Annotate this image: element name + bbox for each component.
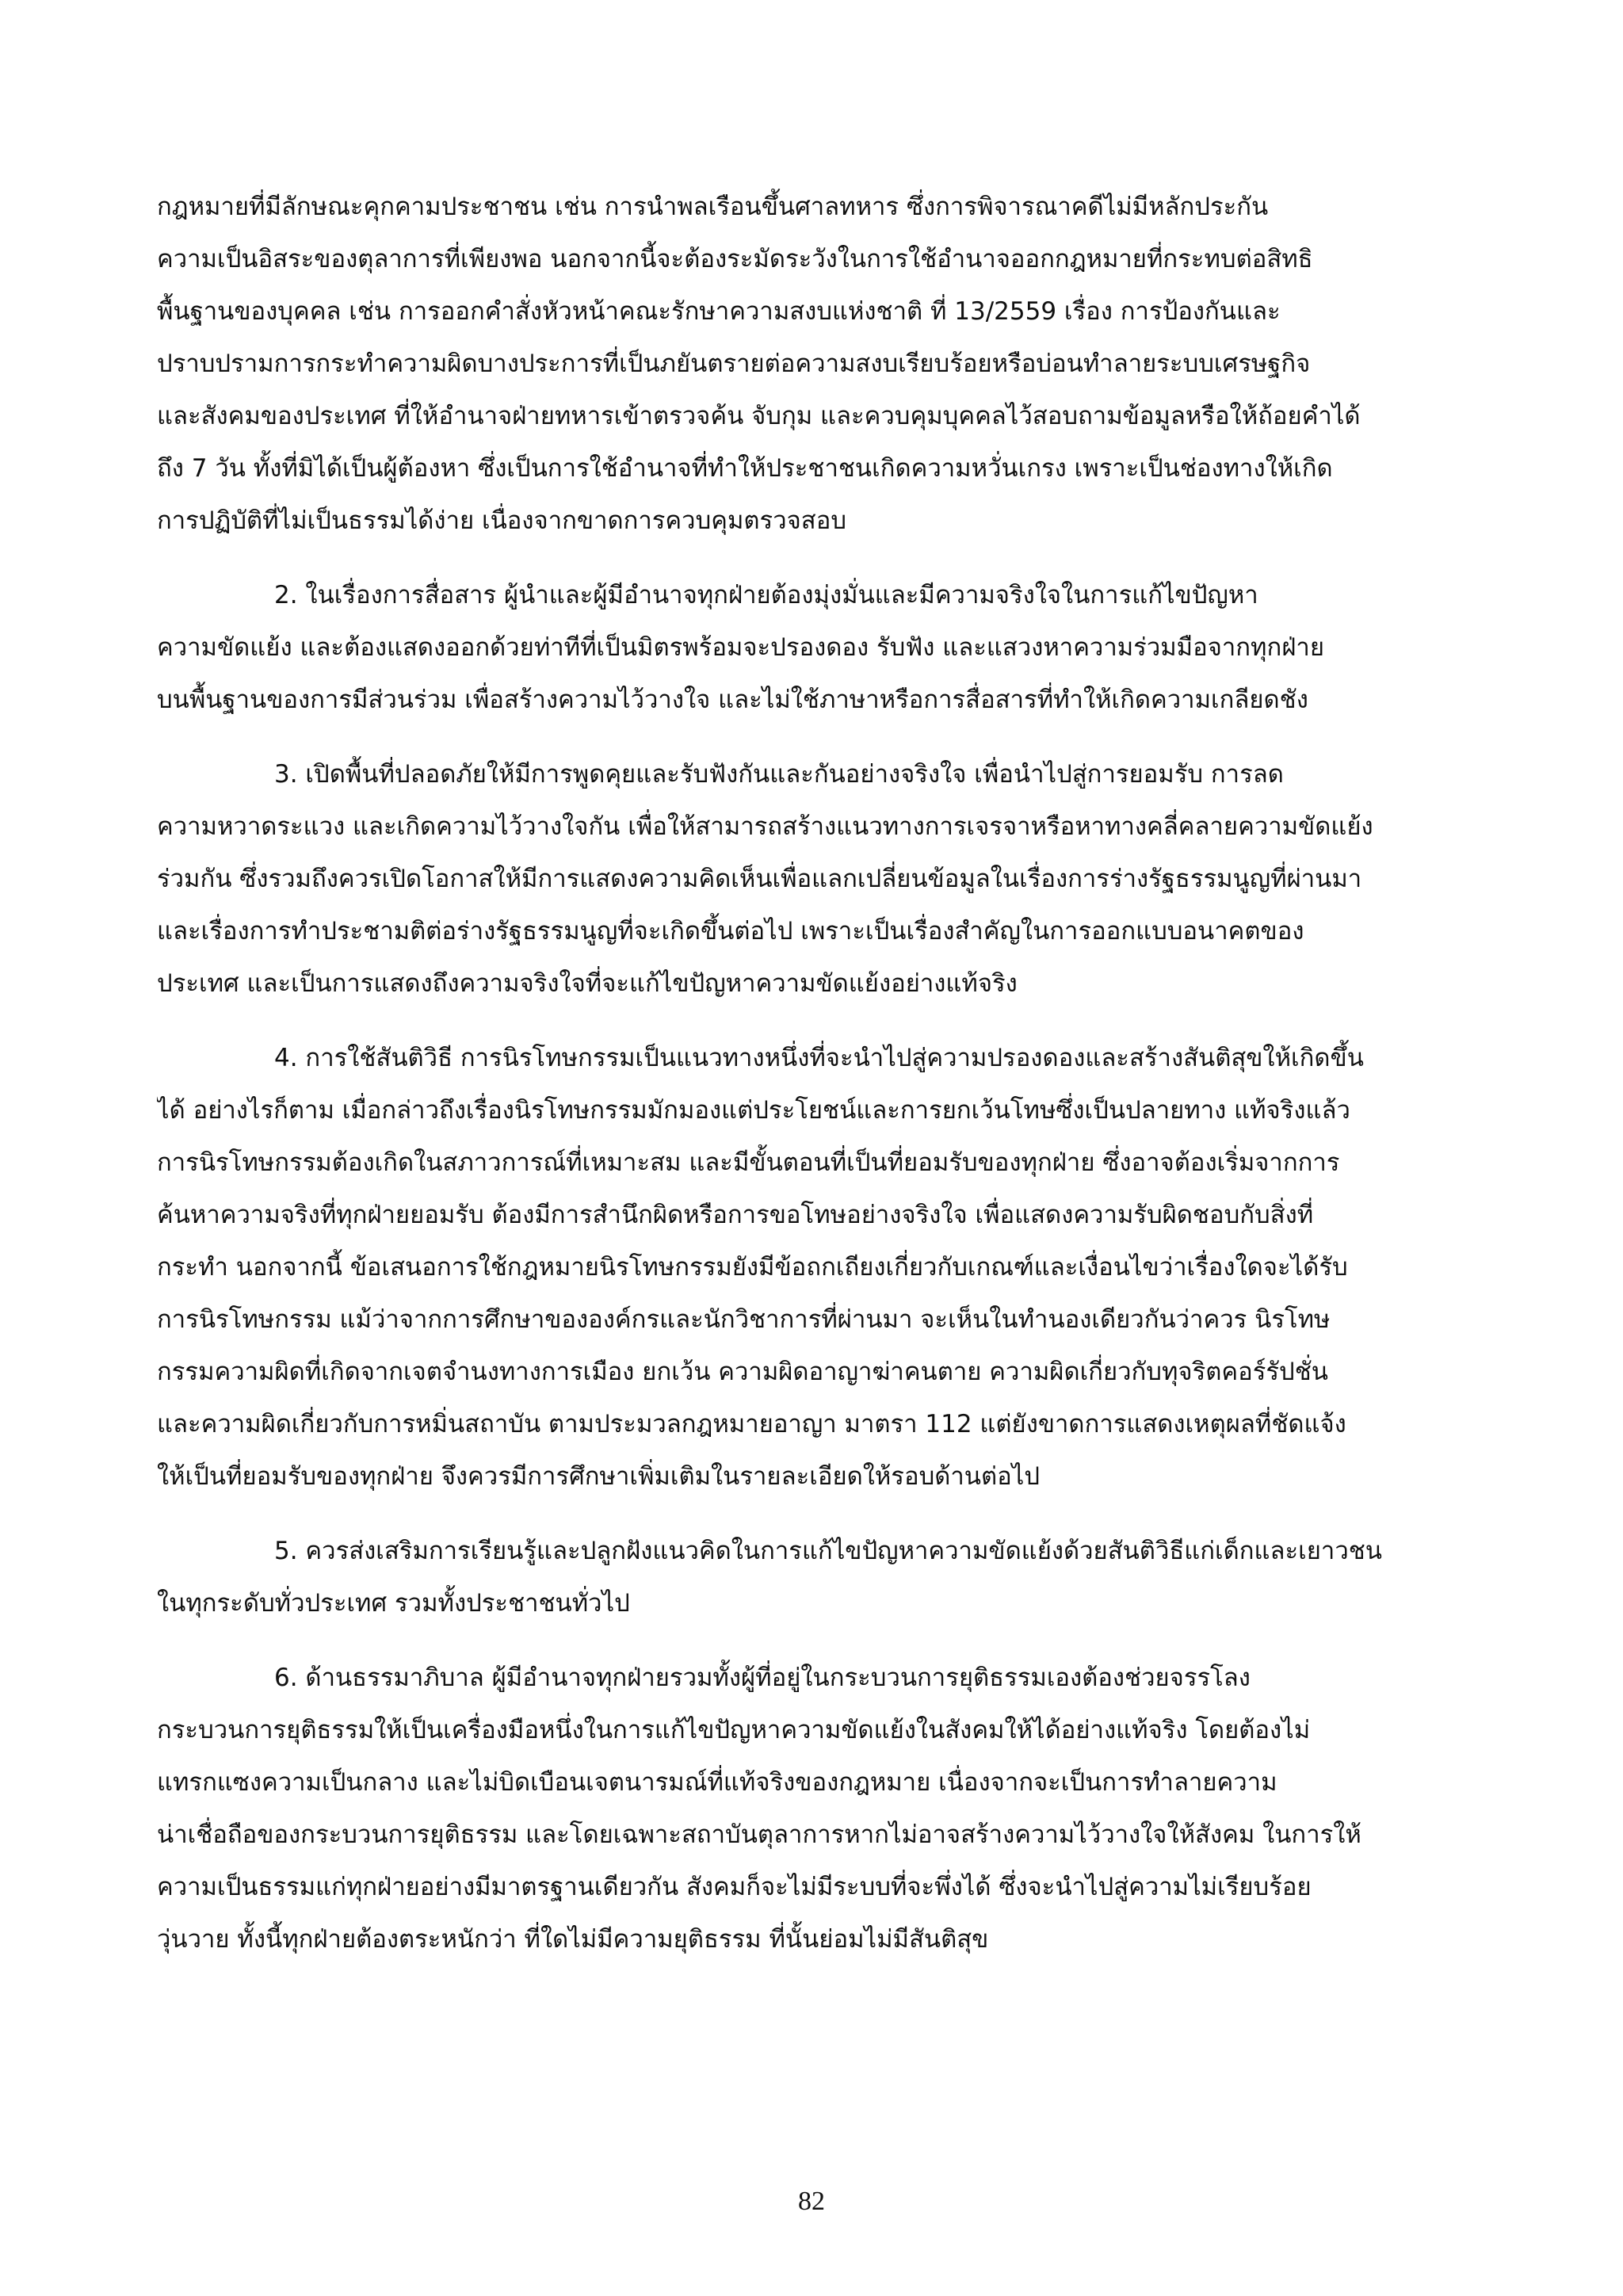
text-line: ความเป็นธรรมแก่ทุกฝ่ายอย่างมีมาตรฐานเดียวกัน สังคมก็จะไม่มีระบบที่จะพึ่งได้ ซึ่งจะนำไปสู่ความไม่เรียบร้อย bbox=[157, 1873, 1312, 1901]
paragraph-4-first-line: 4. การใช้สันติวิธี การนิรโทษกรรมเป็นแนวทางหนึ่งที่จะนำไปสู่ความปรองดองและสร้างสันติสุขให้เกิดขึ้น bbox=[274, 1044, 1364, 1072]
document-body bbox=[157, 181, 1466, 1966]
paragraph-3-first-line: 3. เปิดพื้นที่ปลอดภัยให้มีการพูดคุยและรับฟังกันและกันอย่างจริงใจ เพื่อนำไปสู่การยอมรับ การลด bbox=[274, 760, 1284, 789]
text-line: และความผิดเกี่ยวกับการหมิ่นสถาบัน ตามประมวลกฎหมายอาญา มาตรา 112 แต่ยังขาดการแสดงเหตุผลที่ชัดแจ้ง bbox=[157, 1410, 1346, 1438]
text-line: และสังคมของประเทศ ที่ให้อำนาจฝ่ายทหารเข้าตรวจค้น จับกุม และควบคุมบุคคลไว้สอบถามข้อมูลหรือให้ถ้อยคำได้ bbox=[157, 402, 1361, 430]
text-line: ประเทศ และเป็นการแสดงถึงความจริงใจที่จะแก้ไขปัญหาความขัดแย้งอย่างแท้จริง bbox=[157, 969, 1018, 998]
text-line: ได้ อย่างไรก็ตาม เมื่อกล่าวถึงเรื่องนิรโทษกรรมมักมองแต่ประโยชน์และการยกเว้นโทษซึ่งเป็นปลายทาง แท้จริงแล้ว bbox=[157, 1096, 1350, 1125]
text-line: กฎหมายที่มีลักษณะคุกคามประชาชน เช่น การนำพลเรือนขึ้นศาลทหาร ซึ่งการพิจารณาคดีไม่มีหลักประกัน bbox=[157, 193, 1269, 221]
paragraph-gap bbox=[157, 547, 1466, 569]
text-line: การนิรโทษกรรม แม้ว่าจากการศึกษาขององค์กรและนักวิชาการที่ผ่านมา จะเห็นในทำนองเดียวกันว่าควร นิรโทษ bbox=[157, 1305, 1331, 1334]
text-line: บนพื้นฐานของการมีส่วนร่วม เพื่อสร้างความไว้วางใจ และไม่ใช้ภาษาหรือการสื่อสารที่ทำให้เกิดความเกลียดชัง bbox=[157, 686, 1308, 714]
paragraph-2-first-line: 2. ในเรื่องการสื่อสาร ผู้นำและผู้มีอำนาจทุกฝ่ายต้องมุ่งมั่นและมีความจริงใจในการแก้ไขปัญหา bbox=[274, 581, 1258, 609]
text-line: พื้นฐานของบุคคล เช่น การออกคำสั่งหัวหน้าคณะรักษาความสงบแห่งชาติ ที่ 13/2559 เรื่อง การป้องกันและ bbox=[157, 297, 1281, 326]
text-line: วุ่นวาย ทั้งนี้ทุกฝ่ายต้องตระหนักว่า ที่ใดไม่มีความยุติธรรม ที่นั้นย่อมไม่มีสันติสุข bbox=[157, 1925, 989, 1954]
text-line: ความขัดแย้ง และต้องแสดงออกด้วยท่าทีที่เป็นมิตรพร้อมจะปรองดอง รับฟัง และแสวงหาความร่วมมือจากทุกฝ่าย bbox=[157, 633, 1324, 662]
text-line: ค้นหาความจริงที่ทุกฝ่ายยอมรับ ต้องมีการสำนึกผิดหรือการขอโทษอย่างจริงใจ เพื่อแสดงความรับผิดชอบกับสิ่งที่ bbox=[157, 1201, 1314, 1229]
text-line: ให้เป็นที่ยอมรับของทุกฝ่าย จึงควรมีการศึกษาเพิ่มเติมในรายละเอียดให้รอบด้านต่อไป bbox=[157, 1462, 1041, 1491]
text-line: กระบวนการยุติธรรมให้เป็นเครื่องมือหนึ่งในการแก้ไขปัญหาความขัดแย้งในสังคมให้ได้อย่างแท้จริง โดยต้องไม่ bbox=[157, 1716, 1311, 1744]
text-line: กรรมความผิดที่เกิดจากเจตจำนงทางการเมือง ยกเว้น ความผิดอาญาฆ่าคนตาย ความผิดเกี่ยวกับทุจริตคอร์รัปชั่น bbox=[157, 1358, 1328, 1386]
text-line: ความหวาดระแวง และเกิดความไว้วางใจกัน เพื่อให้สามารถสร้างแนวทางการเจรจาหรือหาทางคลี่คลายความขัดแย้ง bbox=[157, 812, 1373, 841]
text-line: ถึง 7 วัน ทั้งที่มิได้เป็นผู้ต้องหา ซึ่งเป็นการใช้อำนาจที่ทำให้ประชาชนเกิดความหวั่นเกรง เพราะเป็นช่องทางให้เกิด bbox=[157, 454, 1333, 483]
text-line: กระทำ นอกจากนี้ ข้อเสนอการใช้กฎหมายนิรโทษกรรมยังมีข้อถกเถียงเกี่ยวกับเกณฑ์และเงื่อนไขว่าเรื่องใดจะได้รับ bbox=[157, 1253, 1348, 1282]
text-line: ร่วมกัน ซึ่งรวมถึงควรเปิดโอกาสให้มีการแสดงความคิดเห็นเพื่อแลกเปลี่ยนข้อมูลในเรื่องการร่างรัฐธรรมนูญที่ผ่านมา bbox=[157, 865, 1362, 893]
text-line: แทรกแซงความเป็นกลาง และไม่บิดเบือนเจตนารมณ์ที่แท้จริงของกฎหมาย เนื่องจากจะเป็นการทำลายความ bbox=[157, 1768, 1277, 1797]
text-line: น่าเชื่อถือของกระบวนการยุติธรรม และโดยเฉพาะสถาบันตุลาการหากไม่อาจสร้างความไว้วางใจให้สังคม ในการให้ bbox=[157, 1820, 1361, 1849]
text-line: ความเป็นอิสระของตุลาการที่เพียงพอ นอกจากนี้จะต้องระมัดระวังในการใช้อำนาจออกกฎหมายที่กระทบต่อสิทธิ bbox=[157, 245, 1313, 273]
text-line: การปฏิบัติที่ไม่เป็นธรรมได้ง่าย เนื่องจากขาดการควบคุมตรวจสอบ bbox=[157, 506, 846, 535]
paragraph-gap bbox=[157, 726, 1466, 748]
text-line: ในทุกระดับทั่วประเทศ รวมทั้งประชาชนทั่วไป bbox=[157, 1589, 630, 1618]
paragraph-6-first-line: 6. ด้านธรรมาภิบาล ผู้มีอำนาจทุกฝ่ายรวมทั้งผู้ที่อยู่ในกระบวนการยุติธรรมเองต้องช่วยจรรโลง bbox=[274, 1664, 1251, 1692]
page-number: 82 bbox=[798, 2187, 825, 2216]
text-line: และเรื่องการทำประชามติต่อร่างรัฐธรรมนูญที่จะเกิดขึ้นต่อไป เพราะเป็นเรื่องสำคัญในการออกแบบอนาคตของ bbox=[157, 917, 1304, 946]
paragraph-gap bbox=[157, 1010, 1466, 1032]
paragraph-gap bbox=[157, 1503, 1466, 1525]
paragraph-5-first-line: 5. ควรส่งเสริมการเรียนรู้และปลูกฝังแนวคิดในการแก้ไขปัญหาความขัดแย้งด้วยสันติวิธีแก่เด็กและเยาวชน bbox=[274, 1537, 1382, 1565]
text-line: การนิรโทษกรรมต้องเกิดในสภาวการณ์ที่เหมาะสม และมีขั้นตอนที่เป็นที่ยอมรับของทุกฝ่าย ซึ่งอาจต้องเริ่มจากการ bbox=[157, 1148, 1340, 1177]
text-line: ปราบปรามการกระทำความผิดบางประการที่เป็นภยันตรายต่อความสงบเรียบร้อยหรือบ่อนทำลายระบบเศรษฐกิจ bbox=[157, 350, 1311, 378]
paragraph-gap bbox=[157, 1629, 1466, 1652]
